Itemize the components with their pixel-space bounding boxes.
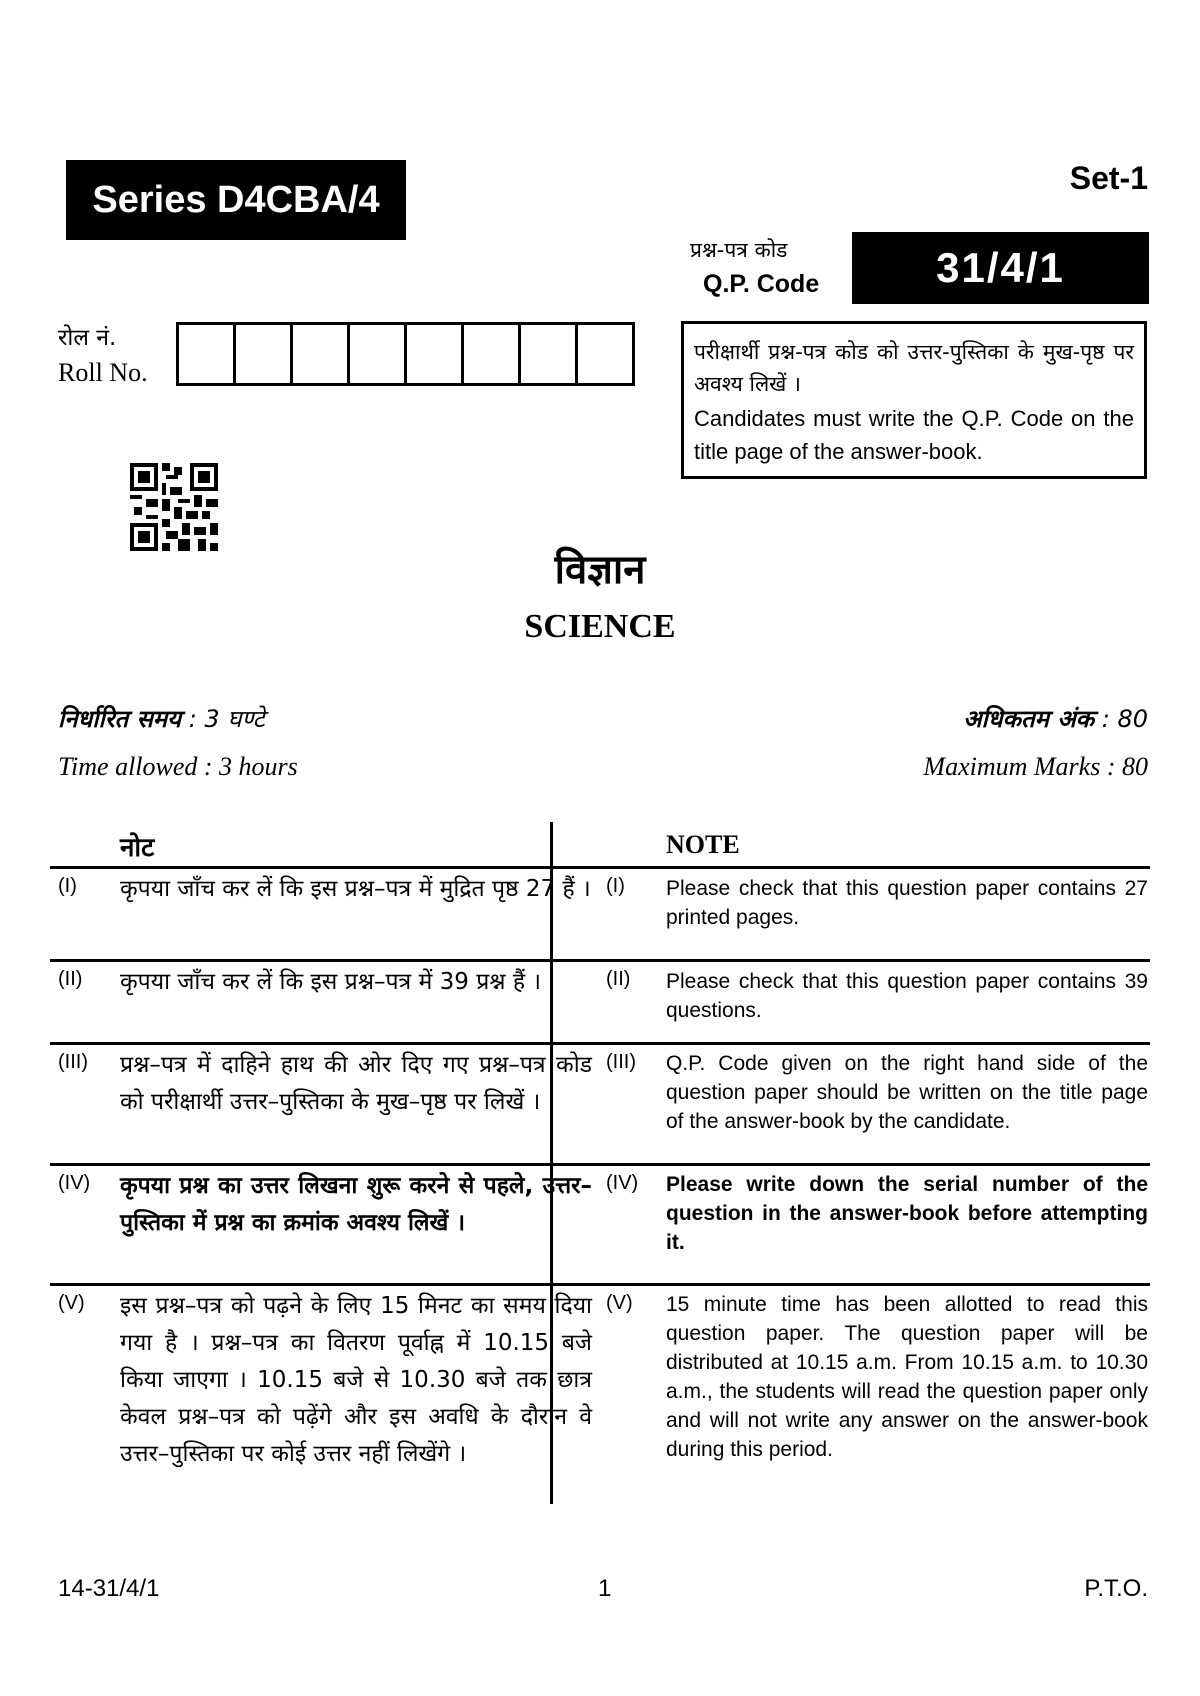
note-text: Please check that this question paper contains 39 questions.: [666, 970, 1148, 1022]
roll-digit-box: [179, 325, 236, 383]
note-text-hindi: कृपया प्रश्न का उत्तर लिखना शुरू करने से पहले, उत्तर–पुस्तिका में प्रश्न का क्रमांक अवश्य लिखें ।: [120, 1173, 592, 1236]
roll-digit-box: [578, 325, 632, 383]
notes-heading-hindi: नोट: [120, 833, 155, 863]
marks-label-hindi: अधिकतम अंक: [963, 705, 1095, 733]
note-text: 15 minute time has been allotted to read this question paper. The question paper will be distributed at 10.15 a.m. From 10.15 a.m. to 10.30 a.m., the students will read the question paper only and will not write any answer on the answer-book during this period.: [666, 1293, 1148, 1461]
qr-code-icon: [130, 463, 218, 551]
page-number: 1: [598, 1575, 612, 1602]
instruction-hindi: परीक्षार्थी प्रश्न-पत्र कोड को उत्तर-पुस्तिका के मुख-पृष्ठ पर अवश्य लिखें ।: [694, 340, 1134, 396]
pto-label: P.T.O.: [1084, 1575, 1148, 1602]
note-number: (III): [606, 1051, 636, 1073]
qp-code-label-hindi: प्रश्न-पत्र कोड: [690, 238, 788, 262]
footer-paper-code: 14-31/4/1: [58, 1575, 160, 1602]
note-number-hindi: (I): [58, 875, 77, 897]
roll-digit-box: [293, 325, 350, 383]
qp-code-instruction-box: [681, 321, 1147, 479]
note-text: Please check that this question paper contains 27 printed pages.: [666, 877, 1148, 929]
roll-label-hindi: रोल नं.: [58, 325, 117, 351]
roll-number-boxes: [176, 322, 635, 386]
note-number: (II): [606, 968, 631, 990]
roll-digit-box: [521, 325, 578, 383]
note-number-hindi: (IV): [58, 1172, 91, 1194]
note-text-hindi: कृपया जाँच कर लें कि इस प्रश्न–पत्र में 39 प्रश्न हैं ।: [120, 969, 542, 995]
qp-code-label: Q.P. Code: [703, 270, 820, 298]
roll-digit-box: [407, 325, 464, 383]
note-text: Q.P. Code given on the right hand side of the question paper should be written on the title page of the answer-book by the candidate.: [666, 1052, 1148, 1133]
time-value-hindi: : 3 घण्टे: [181, 705, 265, 733]
roll-digit-box: [350, 325, 407, 383]
marks-value-hindi: : 80: [1094, 705, 1148, 733]
note-text-hindi: कृपया जाँच कर लें कि इस प्रश्न–पत्र में मुद्रित पृष्ठ 27 हैं ।: [120, 876, 591, 902]
note-number-hindi: (II): [58, 968, 83, 990]
time-label-hindi: निर्धारित समय: [58, 705, 182, 733]
roll-digit-box: [236, 325, 293, 383]
subject-title: SCIENCE: [524, 608, 676, 645]
max-marks: Maximum Marks : 80: [923, 752, 1148, 781]
notes-header: [50, 822, 1150, 869]
note-number: (V): [606, 1292, 633, 1314]
roll-label: Roll No.: [58, 358, 148, 387]
note-text-hindi: प्रश्न–पत्र में दाहिने हाथ की ओर दिए गए प्रश्न–पत्र कोड को परीक्षार्थी उत्तर–पुस्तिका के मुख–पृष्ठ पर लिखें ।: [120, 1052, 592, 1115]
qp-code-value: 31/4/1: [852, 232, 1149, 304]
note-row: [50, 1045, 1150, 1166]
set-label: Set-1: [1069, 160, 1148, 196]
note-row: [50, 962, 1150, 1045]
note-row: [50, 869, 1150, 962]
time-allowed: Time allowed : 3 hours: [58, 752, 298, 781]
max-marks-hindi: [963, 702, 1148, 735]
time-allowed-hindi: [58, 702, 265, 735]
series-label: Series D4CBA/4: [66, 160, 406, 240]
note-number-hindi: (III): [58, 1051, 88, 1073]
note-row: [50, 1166, 1150, 1286]
note-row: [50, 1286, 1150, 1504]
note-number-hindi: (V): [58, 1292, 85, 1314]
instruction-english: Candidates must write the Q.P. Code on the title page of the answer-book.: [694, 406, 1134, 464]
note-number: (IV): [606, 1172, 639, 1194]
subject-title-hindi: विज्ञान: [554, 547, 646, 593]
roll-digit-box: [464, 325, 521, 383]
note-text: Please write down the serial number of the question in the answer-book before attempting it.: [666, 1173, 1148, 1254]
notes-heading: NOTE: [666, 830, 740, 859]
note-text-hindi: इस प्रश्न–पत्र को पढ़ने के लिए 15 मिनट का समय दिया गया है । प्रश्न–पत्र का वितरण पूर्वाह्न में 10.15 बजे किया जाएगा । 10.15 बजे से 10.30 बजे तक छात्र केवल प्रश्न–पत्र को पढ़ेंगे और इस अवधि के दौरान वे उत्तर–पुस्तिका पर कोई उत्तर नहीं लिखेंगे ।: [120, 1293, 592, 1467]
note-number: (I): [606, 875, 625, 897]
